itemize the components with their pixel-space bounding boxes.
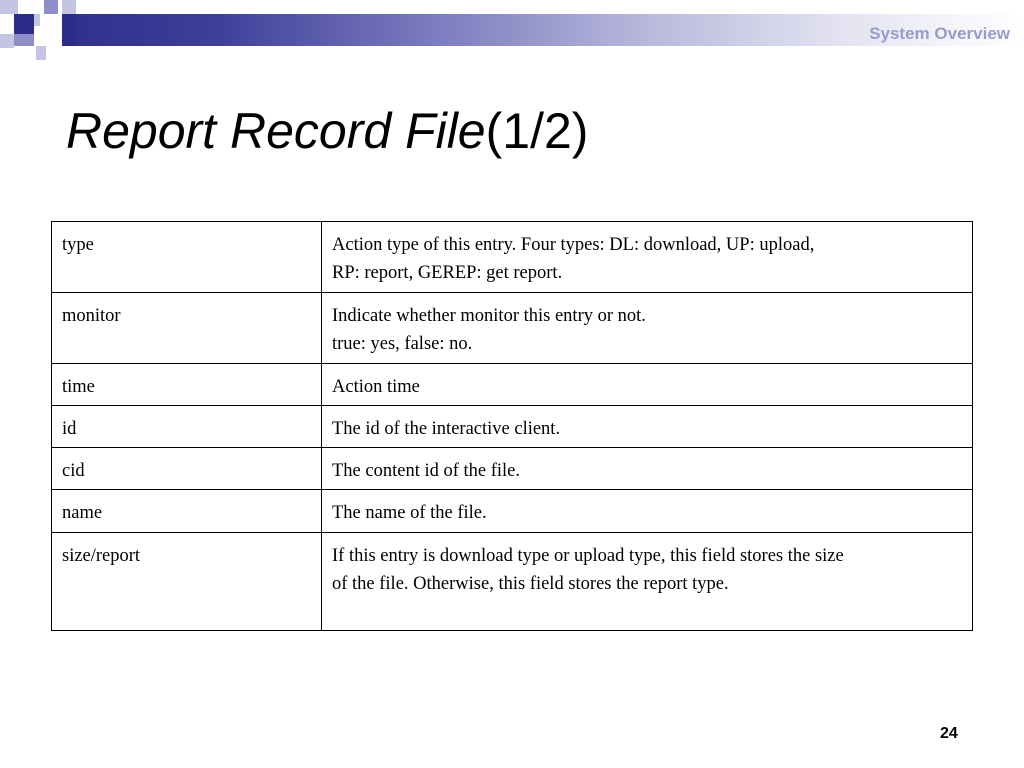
field-name-cell: monitor xyxy=(52,293,322,364)
field-name-cell: cid xyxy=(52,448,322,490)
slide-title-suffix: (1/2) xyxy=(485,103,589,159)
field-name-cell: name xyxy=(52,490,322,533)
table-row xyxy=(52,533,973,631)
field-name-cell: type xyxy=(52,222,322,293)
description-line: If this entry is download type or upload type, this field stores the size xyxy=(332,546,844,566)
table-row xyxy=(52,490,973,533)
table-row xyxy=(52,448,973,490)
table-row xyxy=(52,406,973,448)
decor-square xyxy=(44,0,58,14)
field-name-cell: id xyxy=(52,406,322,448)
field-name-cell: size/report xyxy=(52,533,322,631)
report-record-table xyxy=(51,221,973,631)
decor-square xyxy=(40,14,62,46)
decor-square xyxy=(14,34,34,46)
decor-square xyxy=(0,0,18,14)
decor-square xyxy=(0,34,14,48)
description-line: true: yes, false: no. xyxy=(332,334,473,354)
decor-square xyxy=(62,0,76,14)
field-description-cell xyxy=(322,364,973,406)
field-description-cell xyxy=(322,448,973,490)
description-line: of the file. Otherwise, this field stores the report type. xyxy=(332,574,729,594)
table-row xyxy=(52,364,973,406)
table-row xyxy=(52,222,973,293)
slide-title-main: Report Record File xyxy=(66,103,486,159)
decor-square xyxy=(62,14,76,46)
page-number: 24 xyxy=(940,725,958,742)
decor-square xyxy=(14,14,34,34)
field-description-cell xyxy=(322,490,973,533)
description-line: The id of the interactive client. xyxy=(332,419,561,439)
description-line: Action time xyxy=(332,377,420,397)
description-line: The content id of the file. xyxy=(332,461,521,481)
field-description-cell xyxy=(322,406,973,448)
description-line: Indicate whether monitor this entry or not. xyxy=(332,306,646,326)
slide-title xyxy=(66,96,588,166)
description-line: The name of the file. xyxy=(332,503,487,523)
field-description-cell xyxy=(322,533,973,631)
field-description-cell xyxy=(322,293,973,364)
description-line: RP: report, GEREP: get report. xyxy=(332,263,563,283)
field-name-cell: time xyxy=(52,364,322,406)
table-row xyxy=(52,293,973,364)
field-description-cell xyxy=(322,222,973,293)
description-line: Action type of this entry. Four types: DL: download, UP: upload, xyxy=(332,235,815,255)
decor-square xyxy=(36,46,46,60)
section-label: System Overview xyxy=(869,24,1010,43)
